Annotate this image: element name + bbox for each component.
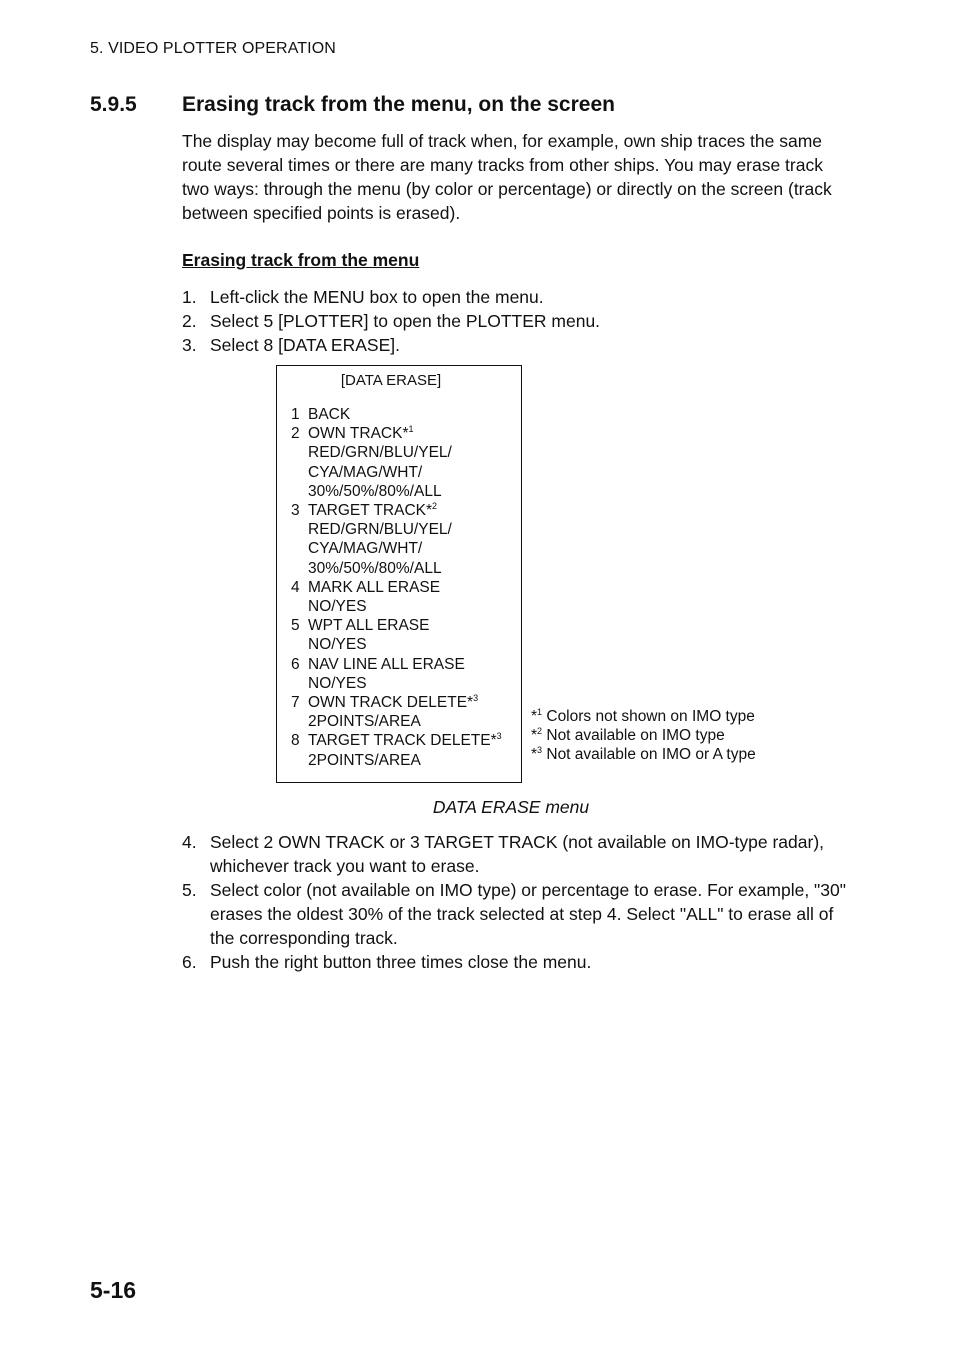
- footnote: *$^1$ Colors not shown on IMO type: [531, 707, 755, 725]
- step-text: Left-click the MENU box to open the menu.: [210, 287, 544, 307]
- figure-caption: DATA ERASE menu: [432, 797, 590, 817]
- menu-item-label: TARGET TRACK DELETE*: [308, 732, 497, 750]
- footnote-number: 3: [537, 745, 543, 755]
- menu-item-number: 3: [291, 502, 300, 520]
- intro-paragraph: The display may become full of track when, for example, own ship traces the same route several times or there are many tracks from other ships. You may erase track two ways: through the menu (by color or percentage) or directly on the screen (track between specified points is erased).: [182, 131, 832, 223]
- footnote-mark: 1: [408, 424, 414, 435]
- menu-item-label: MARK ALL ERASE: [308, 578, 441, 596]
- menu-item-number: 4: [291, 578, 300, 596]
- footnote-mark: 3: [473, 693, 479, 704]
- running-head: 5. VIDEO PLOTTER OPERATION: [90, 40, 336, 57]
- footnote-text: Not available on IMO type: [542, 727, 725, 744]
- step-item: [182, 285, 862, 309]
- step-number: 5.: [182, 880, 197, 900]
- menu-item-label: BACK: [308, 406, 351, 423]
- step-number: 2.: [182, 311, 197, 331]
- page-number: 5-16: [90, 1277, 137, 1303]
- menu-item: [291, 731, 502, 769]
- menu-item-number: 5: [291, 617, 300, 635]
- footnote: *$^2$ Not available on IMO type: [531, 726, 725, 744]
- step-number: 6.: [182, 952, 197, 972]
- step-item: [182, 333, 862, 357]
- step-item: [182, 950, 862, 974]
- menu-item-label: OWN TRACK DELETE*: [308, 694, 474, 712]
- menu-item-number: 8: [291, 732, 300, 750]
- step-item: [182, 878, 862, 950]
- section-title: Erasing track from the menu, on the screen: [182, 93, 615, 116]
- menu-item: [291, 693, 502, 731]
- steps-list-before: [182, 285, 862, 357]
- menu-item-number: 6: [291, 655, 300, 673]
- step-number: 3.: [182, 335, 197, 355]
- footnote-number: 2: [537, 726, 543, 736]
- menu-item-option: NO/YES: [308, 674, 367, 692]
- section-number: 5.9.5: [90, 93, 137, 116]
- footnote-mark: 3: [496, 731, 502, 742]
- footnote-text: Colors not shown on IMO type: [542, 708, 755, 725]
- data-erase-menu-figure: [276, 365, 522, 783]
- menu-item-number: 2: [291, 425, 300, 443]
- menu-item-label: TARGET TRACK*: [308, 502, 433, 520]
- step-item: [182, 830, 862, 878]
- step-text: Select color (not available on IMO type) or percentage to erase. For example, "30" erases the oldest 30% of the track selected at step 4. Select "ALL" to erase all of the corresponding track.: [210, 880, 846, 948]
- step-text: Select 8 [DATA ERASE].: [210, 335, 400, 355]
- menu-items: [291, 405, 502, 770]
- menu-item-label: NAV LINE ALL ERASE: [308, 655, 465, 673]
- menu-item: [291, 616, 502, 654]
- footnote: *$^3$ Not available on IMO or A type: [531, 745, 756, 763]
- step-number: 4.: [182, 832, 197, 852]
- menu-item-option: NO/YES: [308, 598, 367, 616]
- menu-item-option: RED/GRN/BLU/YEL/: [308, 444, 452, 462]
- footnote-text: Not available on IMO or A type: [542, 746, 756, 763]
- menu-item-option: 2POINTS/AREA: [308, 713, 421, 731]
- menu-item: [291, 405, 502, 424]
- step-number: 1.: [182, 287, 197, 307]
- menu-item: [291, 655, 502, 693]
- footnote-mark: 2: [432, 501, 438, 512]
- menu-title: [DATA ERASE]: [340, 372, 442, 389]
- subheading: Erasing track from the menu: [182, 250, 420, 270]
- step-text: Push the right button three times close the menu.: [210, 952, 592, 972]
- step-text: Select 5 [PLOTTER] to open the PLOTTER menu.: [210, 311, 601, 331]
- step-text: Select 2 OWN TRACK or 3 TARGET TRACK (not available on IMO-type radar), whichever track you want to erase.: [210, 832, 825, 876]
- menu-item-number: 1: [291, 406, 300, 423]
- menu-item-option: 30%/50%/80%/ALL: [308, 559, 442, 577]
- menu-item-label: WPT ALL ERASE: [308, 617, 430, 635]
- menu-item-number: 7: [291, 694, 300, 712]
- menu-item: [291, 578, 502, 616]
- menu-item-option: RED/GRN/BLU/YEL/: [308, 521, 452, 539]
- footnote-number: 1: [537, 707, 543, 717]
- menu-item-option: CYA/MAG/WHT/: [308, 463, 423, 481]
- menu-item-option: 2POINTS/AREA: [308, 751, 421, 769]
- menu-item-option: 30%/50%/80%/ALL: [308, 482, 442, 500]
- footnotes: [531, 707, 756, 764]
- menu-item: [291, 424, 502, 501]
- steps-list-after: [182, 830, 862, 974]
- menu-item-option: NO/YES: [308, 636, 367, 654]
- menu-item-option: CYA/MAG/WHT/: [308, 540, 423, 558]
- menu-item: [291, 501, 502, 578]
- step-item: [182, 309, 862, 333]
- menu-item-label: OWN TRACK*: [308, 425, 409, 443]
